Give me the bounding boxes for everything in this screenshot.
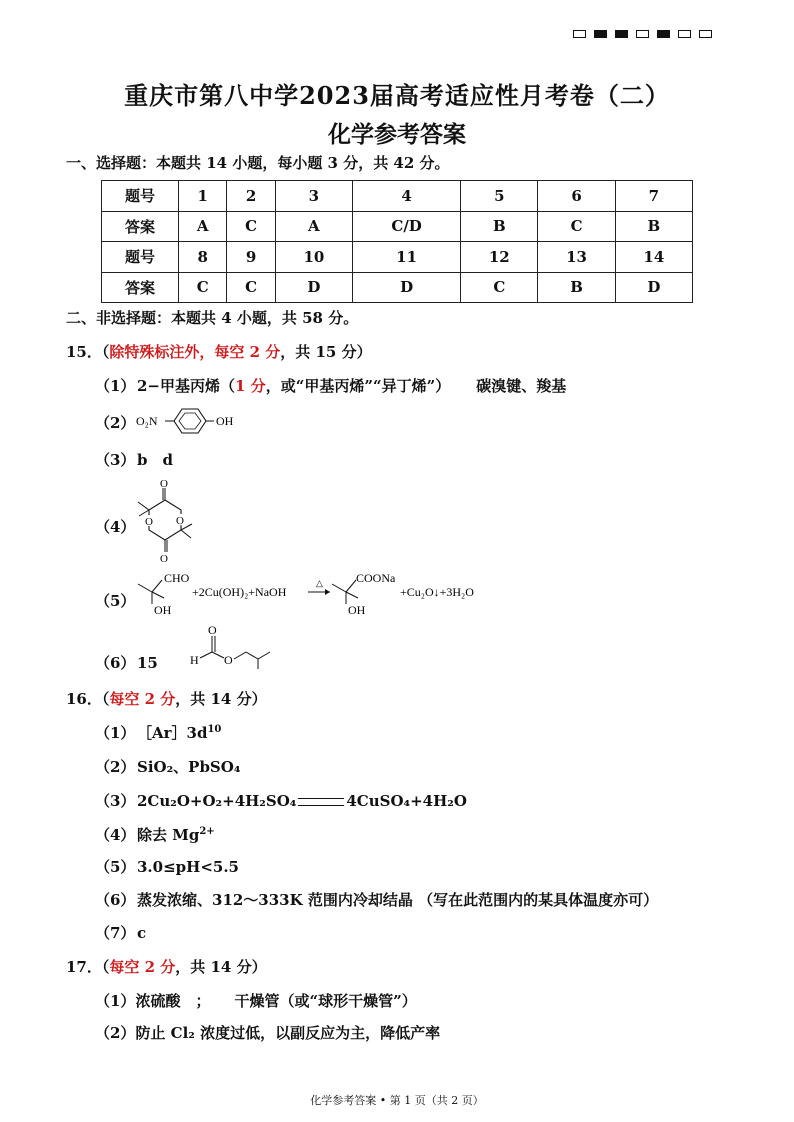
table-cell: A <box>275 211 352 242</box>
table-cell: C/D <box>353 211 461 242</box>
superscript: 10 <box>207 724 222 735</box>
answer-16-2 <box>95 756 240 777</box>
answer-text: c <box>137 924 147 942</box>
answer-16-1 <box>95 722 221 743</box>
table-cell: B <box>461 211 538 242</box>
table-cell: 12 <box>461 242 538 273</box>
reagents-text: +2Cu(OH)₂+NaOH <box>192 585 287 599</box>
table-row <box>102 181 693 212</box>
equals-sign <box>298 798 344 806</box>
answer-15-3 <box>95 449 173 470</box>
table-cell: C <box>179 272 227 303</box>
answer-17-2 <box>95 1022 440 1043</box>
answer-16-6 <box>95 889 658 910</box>
heat-symbol: △ <box>316 578 323 588</box>
table-cell: 8 <box>179 242 227 273</box>
nitro-label: O₂N <box>136 414 158 428</box>
table-row <box>102 242 693 273</box>
page-subtitle: 化学参考答案 <box>328 121 466 148</box>
answer-17-1 <box>95 990 417 1011</box>
answer-15-1 <box>95 375 566 396</box>
heading-suffix: ，共 14 分） <box>175 690 267 708</box>
answer-text: ，或“甲基丙烯”“异丁烯”） <box>265 377 451 395</box>
answer-16-3 <box>95 790 467 811</box>
svg-text:O: O <box>176 515 184 527</box>
answer-15-5 <box>95 590 137 611</box>
score-note: 1 分 <box>235 377 266 395</box>
marker-box <box>678 30 691 38</box>
table-cell: D <box>275 272 352 303</box>
answer-table <box>101 180 693 303</box>
table-cell: 5 <box>461 181 538 212</box>
page-title: 重庆市第八中学2023届高考适应性月考卷（二） <box>124 81 670 110</box>
table-cell: 3 <box>275 181 352 212</box>
table-row <box>102 272 693 303</box>
answer-15-6 <box>95 652 158 673</box>
question-15-heading <box>66 341 372 362</box>
table-cell: 6 <box>538 181 615 212</box>
table-cell: B <box>538 272 615 303</box>
table-cell: 9 <box>227 242 275 273</box>
nitrophenol-structure <box>136 404 246 438</box>
table-cell: 7 <box>615 181 692 212</box>
answer-text: 防止 Cl₂ 浓度过低，以副反应为主，降低产率 <box>135 1024 441 1042</box>
item-number: （3） <box>95 792 136 810</box>
table-cell: 答案 <box>102 211 179 242</box>
item-number: （2） <box>95 414 136 432</box>
svg-text:O: O <box>145 516 153 528</box>
svg-text:O: O <box>160 478 168 490</box>
cyclic-diester-structure <box>130 478 200 564</box>
item-number: （1） <box>95 992 136 1010</box>
table-cell: 2 <box>227 181 275 212</box>
table-cell: 题号 <box>102 242 179 273</box>
item-number: （3） <box>95 451 136 469</box>
item-number: （2） <box>95 1024 136 1042</box>
table-cell: B <box>615 211 692 242</box>
scoring-note: 每空 2 分 <box>109 690 176 708</box>
answer-text: ［Ar］3d <box>137 724 208 742</box>
aldehyde-label: CHO <box>164 571 190 585</box>
table-cell: C <box>227 211 275 242</box>
oxygen-label: O <box>208 623 217 637</box>
table-cell: C <box>538 211 615 242</box>
oxygen-label: O <box>224 653 233 667</box>
item-number: （4） <box>95 826 136 844</box>
answer-text: SiO₂、PbSO₄ <box>137 758 241 776</box>
table-cell: D <box>615 272 692 303</box>
oxidation-equation <box>132 566 502 618</box>
scoring-note: 除特殊标注外，每空 2 分 <box>109 343 281 361</box>
svg-text:O: O <box>160 553 168 564</box>
answer-16-5 <box>95 856 239 877</box>
hydrogen-label: H <box>190 653 199 667</box>
item-number: （5） <box>95 592 136 610</box>
answer-text: 蒸发浓缩、312～333K 范围内冷却结晶 （写在此范围内的某具体温度亦可） <box>137 891 659 909</box>
products-text: +Cu₂O↓+3H₂O <box>400 585 474 599</box>
table-cell: 10 <box>275 242 352 273</box>
answer-text: 碳溴键、羧基 <box>476 377 567 395</box>
marker-box <box>573 30 586 38</box>
superscript: 2+ <box>199 826 215 837</box>
hydroxyl-label: OH <box>216 414 234 428</box>
answer-text: b d <box>137 451 173 469</box>
item-number: （2） <box>95 758 136 776</box>
hydroxyl-label: OH <box>154 603 172 617</box>
answer-16-7 <box>95 922 146 943</box>
marker-box <box>699 30 712 38</box>
heading-prefix: 17．（ <box>66 958 110 976</box>
item-number: （4） <box>95 518 136 536</box>
table-cell: 题号 <box>102 181 179 212</box>
answer-16-4 <box>95 824 215 845</box>
answer-text: 2−甲基丙烯（ <box>137 377 236 395</box>
heading-prefix: 16．（ <box>66 690 110 708</box>
answer-text: 干燥管（或“球形干燥管”） <box>234 992 417 1010</box>
marker-box <box>657 30 670 38</box>
section-2-heading: 二、非选择题：本题共 4 小题，共 58 分。 <box>66 309 359 327</box>
table-cell: D <box>353 272 461 303</box>
page-footer: 化学参考答案 • 第 1 页（共 2 页） <box>310 1094 484 1107</box>
equation-left: 2Cu₂O+O₂+4H₂SO₄ <box>137 792 297 810</box>
scoring-note: 每空 2 分 <box>109 958 176 976</box>
marker-box <box>615 30 628 38</box>
table-cell: 答案 <box>102 272 179 303</box>
table-cell: C <box>461 272 538 303</box>
table-cell: 14 <box>615 242 692 273</box>
hydroxyl-label: OH <box>348 603 366 617</box>
table-cell: 13 <box>538 242 615 273</box>
answer-text: 浓硫酸 ； <box>135 992 211 1010</box>
marker-box <box>594 30 607 38</box>
item-number: （6） <box>95 891 136 909</box>
heading-suffix: ，共 14 分） <box>175 958 267 976</box>
item-number: （1） <box>95 377 136 395</box>
item-number: （1） <box>95 724 136 742</box>
item-number: （6） <box>95 654 136 672</box>
header-marks <box>573 30 712 38</box>
answer-15-2 <box>95 412 137 433</box>
answer-text: 15 <box>137 654 158 672</box>
table-cell: 1 <box>179 181 227 212</box>
carboxylate-label: COONa <box>356 571 396 585</box>
answer-text: 3.0≤pH<5.5 <box>137 858 239 876</box>
question-16-heading <box>66 688 267 709</box>
isobutyl-formate-structure <box>190 622 290 670</box>
marker-box <box>636 30 649 38</box>
equation-right: 4CuSO₄+4H₂O <box>346 792 467 810</box>
item-number: （7） <box>95 924 136 942</box>
table-row <box>102 211 693 242</box>
table-cell: 11 <box>353 242 461 273</box>
item-number: （5） <box>95 858 136 876</box>
question-17-heading <box>66 956 267 977</box>
answer-text: 除去 Mg <box>137 826 200 844</box>
heading-prefix: 15．（ <box>66 343 110 361</box>
table-cell: 4 <box>353 181 461 212</box>
table-cell: A <box>179 211 227 242</box>
table-cell: C <box>227 272 275 303</box>
section-1-heading: 一、选择题：本题共 14 小题，每小题 3 分，共 42 分。 <box>66 154 450 172</box>
heading-suffix: ，共 15 分） <box>280 343 372 361</box>
